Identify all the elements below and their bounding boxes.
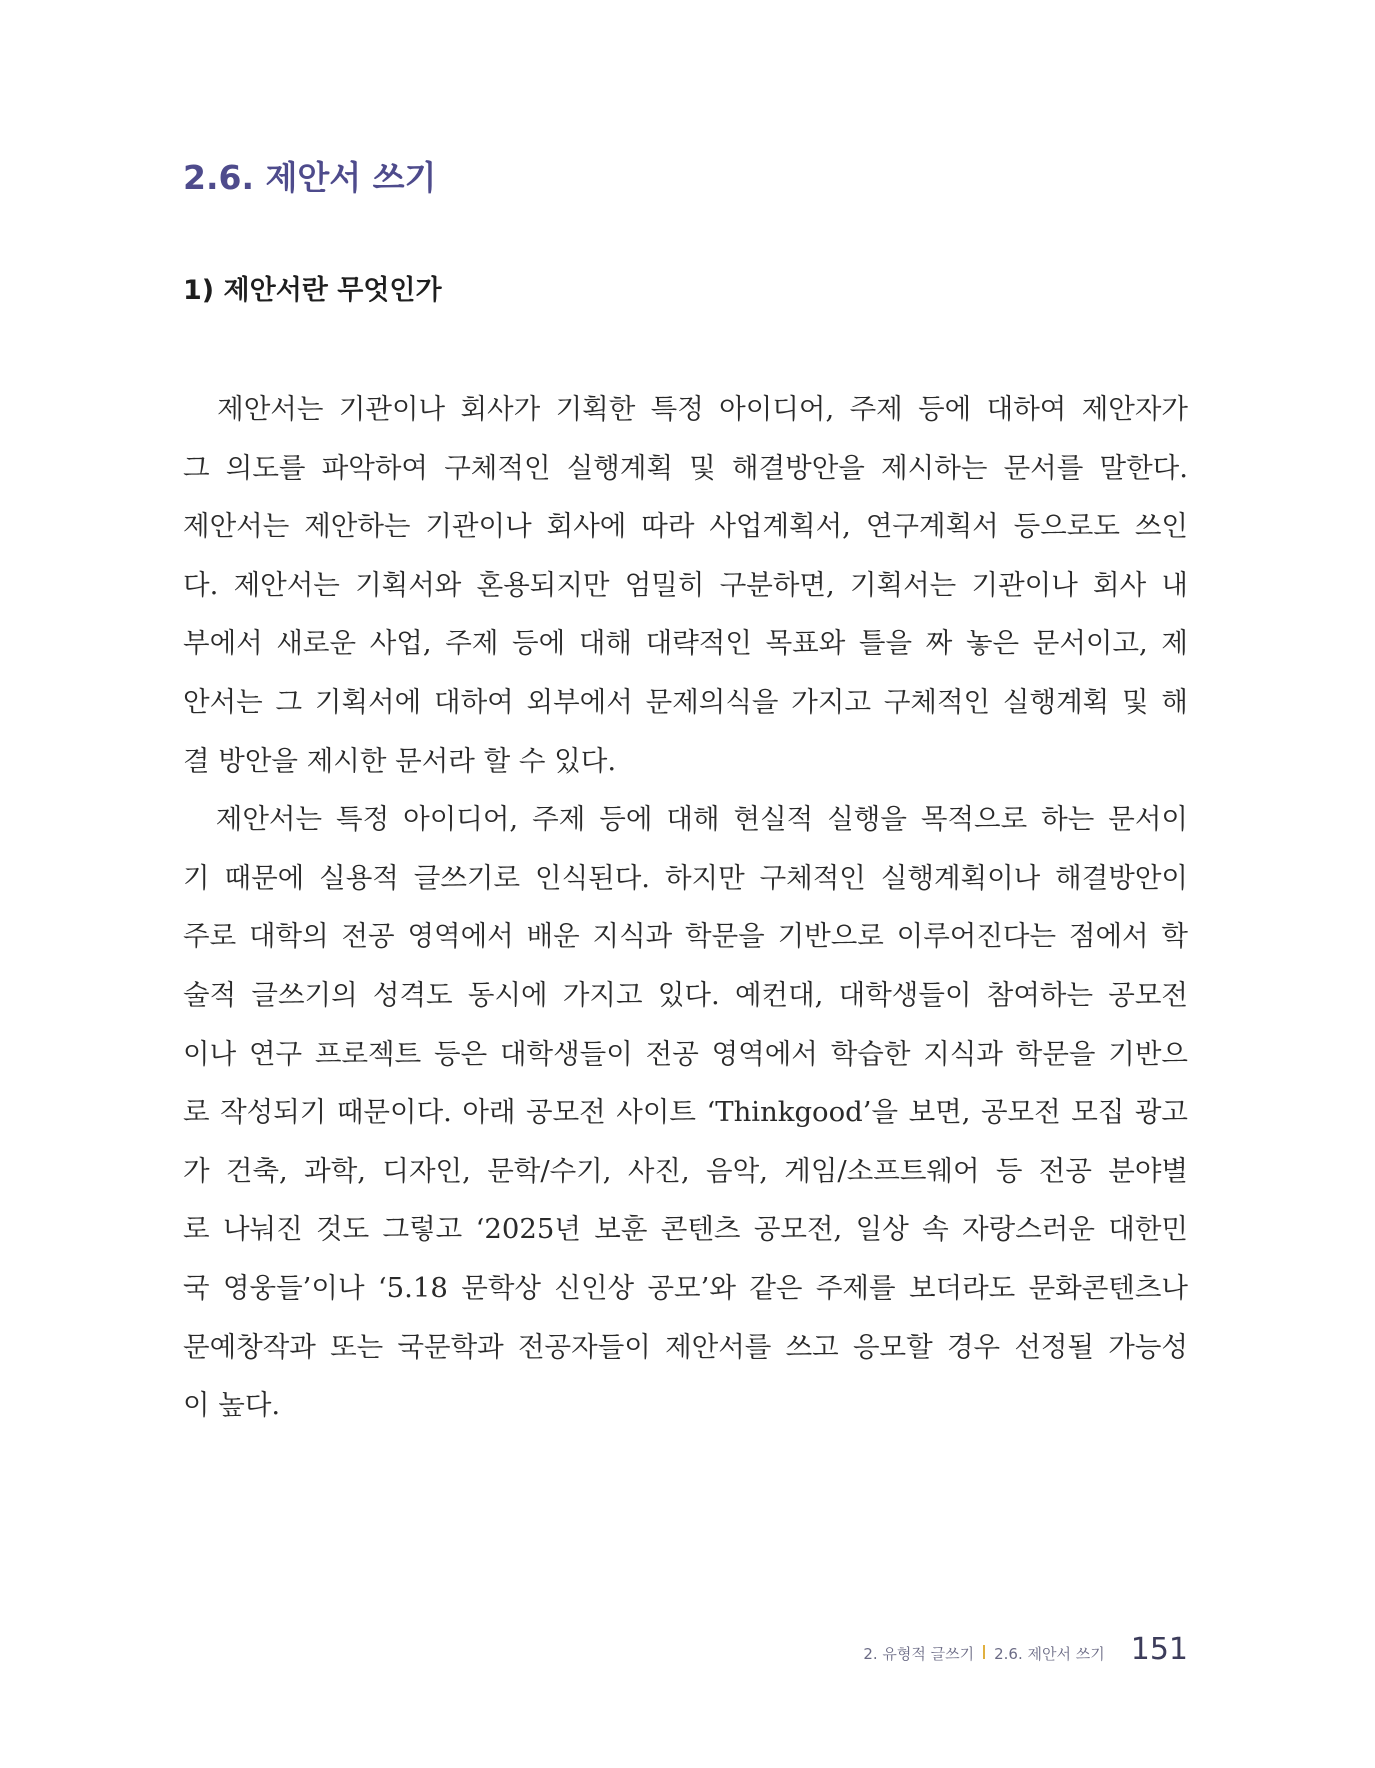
body-line: 안서는 그 기획서에 대하여 외부에서 문제의식을 가지고 구체적인 실행계획 및 해 (183, 685, 1188, 718)
body-line: 문예창작과 또는 국문학과 전공자들이 제안서를 쓰고 응모할 경우 선정될 가능성 (183, 1330, 1188, 1363)
body-line: 이나 연구 프로젝트 등은 대학생들이 전공 영역에서 학습한 지식과 학문을 기반으 (183, 1037, 1188, 1070)
body-line: 제안서는 제안하는 기관이나 회사에 따라 사업계획서, 연구계획서 등으로도 쓰인 (183, 510, 1188, 543)
body-line: 결 방안을 제시한 문서라 할 수 있다. (183, 744, 617, 777)
page-number: 151 (1130, 1632, 1188, 1667)
subsection-title: 1) 제안서란 무엇인가 (183, 275, 442, 306)
footer-divider (983, 1645, 985, 1659)
body-line: 가 건축, 과학, 디자인, 문학/수기, 사진, 음악, 게임/소프트웨어 등 전공 분야별 (183, 1154, 1188, 1187)
body-line: 다. 제안서는 기획서와 혼용되지만 엄밀히 구분하면, 기획서는 기관이나 회사 내 (183, 568, 1188, 601)
body-line: 이 높다. (183, 1389, 281, 1422)
body-line: 부에서 새로운 사업, 주제 등에 대해 대략적인 목표와 틀을 짜 놓은 문서이고, 제 (183, 627, 1188, 660)
section-title: 2.6. 제안서 쓰기 (183, 158, 437, 197)
body-text (183, 380, 1188, 1435)
page-footer (863, 1632, 1188, 1667)
body-line: 술적 글쓰기의 성격도 동시에 가지고 있다. 예컨대, 대학생들이 참여하는 공모전 (183, 978, 1188, 1011)
body-line: 그 의도를 파악하여 구체적인 실행계획 및 해결방안을 제시하는 문서를 말한다. (183, 451, 1188, 484)
footer-chapter: 2. 유형적 글쓰기 (863, 1645, 975, 1663)
body-line: 주로 대학의 전공 영역에서 배운 지식과 학문을 기반으로 이루어진다는 점에서 학 (183, 920, 1188, 953)
body-line: 로 나눠진 것도 그렇고 ‘2025년 보훈 콘텐츠 공모전, 일상 속 자랑스러운 대한민 (183, 1213, 1188, 1246)
body-line: 국 영웅들’이나 ‘5.18 문학상 신인상 공모’와 같은 주제를 보더라도 문화콘텐츠나 (183, 1271, 1188, 1304)
body-line: 제안서는 특정 아이디어, 주제 등에 대해 현실적 실행을 목적으로 하는 문서이 (183, 803, 1188, 836)
body-line: 로 작성되기 때문이다. 아래 공모전 사이트 ‘Thinkgood’을 보면, 공모전 모집 광고 (183, 1096, 1188, 1129)
footer-section: 2.6. 제안서 쓰기 (994, 1645, 1105, 1663)
body-line: 기 때문에 실용적 글쓰기로 인식된다. 하지만 구체적인 실행계획이나 해결방안이 (183, 861, 1188, 894)
body-line: 제안서는 기관이나 회사가 기획한 특정 아이디어, 주제 등에 대하여 제안자가 (183, 393, 1188, 425)
